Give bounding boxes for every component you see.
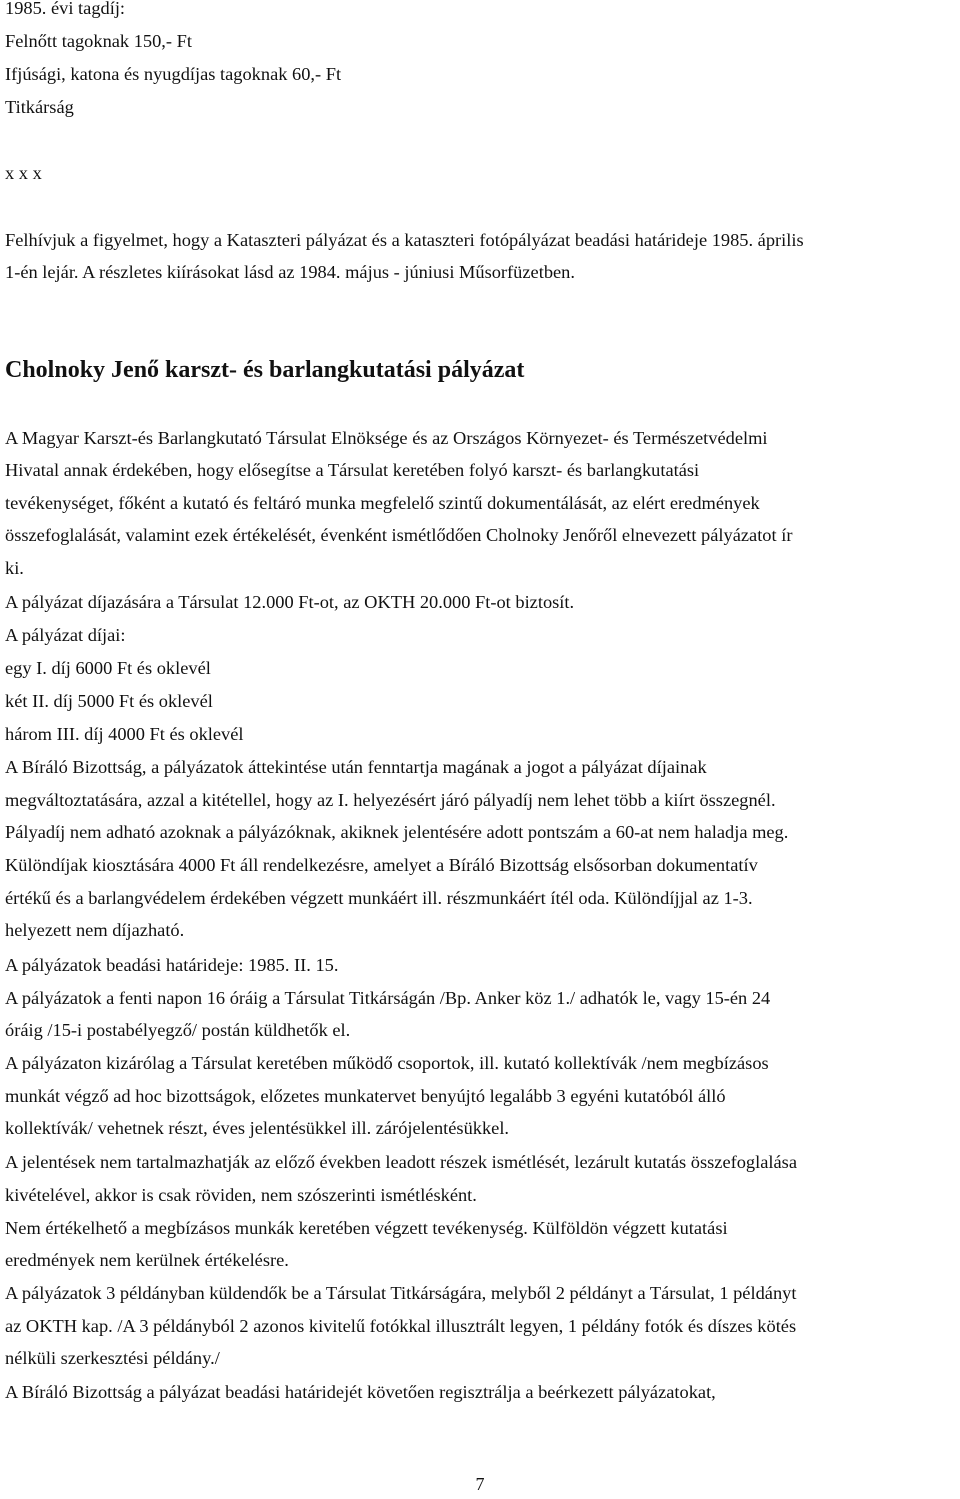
page-number: 7 xyxy=(475,1474,485,1494)
body-line: óráig /15-i postabélyegző/ postán küldhetők el. xyxy=(5,1020,351,1040)
body-line: helyezett nem díjazható. xyxy=(5,920,185,940)
body-line: A pályázatok 3 példányban küldendők be a Társulat Titkárságára, melyből 2 példányt a Társulat, 1 példányt xyxy=(5,1283,797,1303)
body-line: három III. díj 4000 Ft és oklevél xyxy=(5,724,244,744)
body-line: A pályázat díjazására a Társulat 12.000 Ft-ot, az OKTH 20.000 Ft-ot biztosít. xyxy=(5,592,575,612)
notice-line-2: 1-én lejár. A részletes kiírásokat lásd az 1984. május - júniusi Műsorfüzetben. xyxy=(5,262,575,282)
body-line: Nem értékelhető a megbízásos munkák keretében végzett tevékenység. Külföldön végzett kutatási xyxy=(5,1218,728,1238)
body-line: kivételével, akkor is csak röviden, nem szószerinti ismétlésként. xyxy=(5,1185,477,1205)
body-line: az OKTH kap. /A 3 példányból 2 azonos kivitelű fotókkal illusztrált legyen, 1 példány fotók és díszes kötés xyxy=(5,1316,797,1336)
section-separator: x x x xyxy=(5,163,42,183)
body-line: nélküli szerkesztési példány./ xyxy=(5,1348,220,1368)
body-line: megváltoztatására, azzal a kitétellel, hogy az I. helyezésért járó pályadíj nem lehet több a kiírt összegnél. xyxy=(5,790,776,810)
body-line: A pályázatok beadási határideje: 1985. II. 15. xyxy=(5,955,339,975)
body-line: Különdíjak kiosztására 4000 Ft áll rendelkezésre, amelyet a Bíráló Bizottság elsősorban dokumentatív xyxy=(5,855,758,875)
body-line: eredmények nem kerülnek értékelésre. xyxy=(5,1250,289,1270)
body-line: egy I. díj 6000 Ft és oklevél xyxy=(5,658,211,678)
membership-title: 1985. évi tagdíj: xyxy=(5,0,126,18)
notice-line-1: Felhívjuk a figyelmet, hogy a Kataszteri pályázat és a kataszteri fotópályázat beadási határideje 1985. április xyxy=(5,230,804,250)
membership-adult-fee: Felnőtt tagoknak 150,- Ft xyxy=(5,31,192,51)
body-line: kollektívák/ vehetnek részt, éves jelentésükkel ill. zárójelentésükkel. xyxy=(5,1118,510,1138)
body-line: tevékenységet, főként a kutató és feltáró munka megfelelő szintű dokumentálását, az elért eredmények xyxy=(5,493,760,513)
body-line: értékű és a barlangvédelem érdekében végzett munkáért ill. részmunkáért ítél oda. Különdíjjal az 1-3. xyxy=(5,888,753,908)
body-line: munkát végző ad hoc bizottságok, előzetes munkatervet benyújtó legalább 3 egyéni kutatóból álló xyxy=(5,1086,726,1106)
body-line: A Magyar Karszt-és Barlangkutató Társulat Elnöksége és az Országos Környezet- és Természetvédelmi xyxy=(5,428,768,448)
body-line: ki. xyxy=(5,558,24,578)
membership-signature: Titkárság xyxy=(5,97,74,117)
body-line: Pályadíj nem adható azoknak a pályázóknak, akiknek jelentésére adott pontszám a 60-at nem haladja meg. xyxy=(5,822,789,842)
section-heading: Cholnoky Jenő karszt- és barlangkutatási pályázat xyxy=(5,357,525,383)
body-line: összefoglalását, valamint ezek értékelését, évenként ismétlődően Cholnoky Jenőről elnevezett pályázatot ír xyxy=(5,525,793,545)
body-line: A jelentések nem tartalmazhatják az előző években leadott részek ismétlését, lezárult kutatás összefoglalása xyxy=(5,1152,797,1172)
body-line: A pályázaton kizárólag a Társulat keretében működő csoportok, ill. kutató kollektívák /nem megbízásos xyxy=(5,1053,769,1073)
body-line: A pályázatok a fenti napon 16 óráig a Társulat Titkárságán /Bp. Anker köz 1./ adhatók le, vagy 15-én 24 xyxy=(5,988,771,1008)
body-line: A Bíráló Bizottság a pályázat beadási határidejét követően regisztrálja a beérkezett pályázatokat, xyxy=(5,1382,716,1402)
body-line: két II. díj 5000 Ft és oklevél xyxy=(5,691,213,711)
body-line: Hivatal annak érdekében, hogy elősegítse a Társulat keretében folyó karszt- és barlangkutatási xyxy=(5,460,700,480)
body-line: A Bíráló Bizottság, a pályázatok áttekintése után fenntartja magának a jogot a pályázat díjainak xyxy=(5,757,707,777)
membership-youth-fee: Ifjúsági, katona és nyugdíjas tagoknak 60,- Ft xyxy=(5,64,342,84)
body-line: A pályázat díjai: xyxy=(5,625,126,645)
